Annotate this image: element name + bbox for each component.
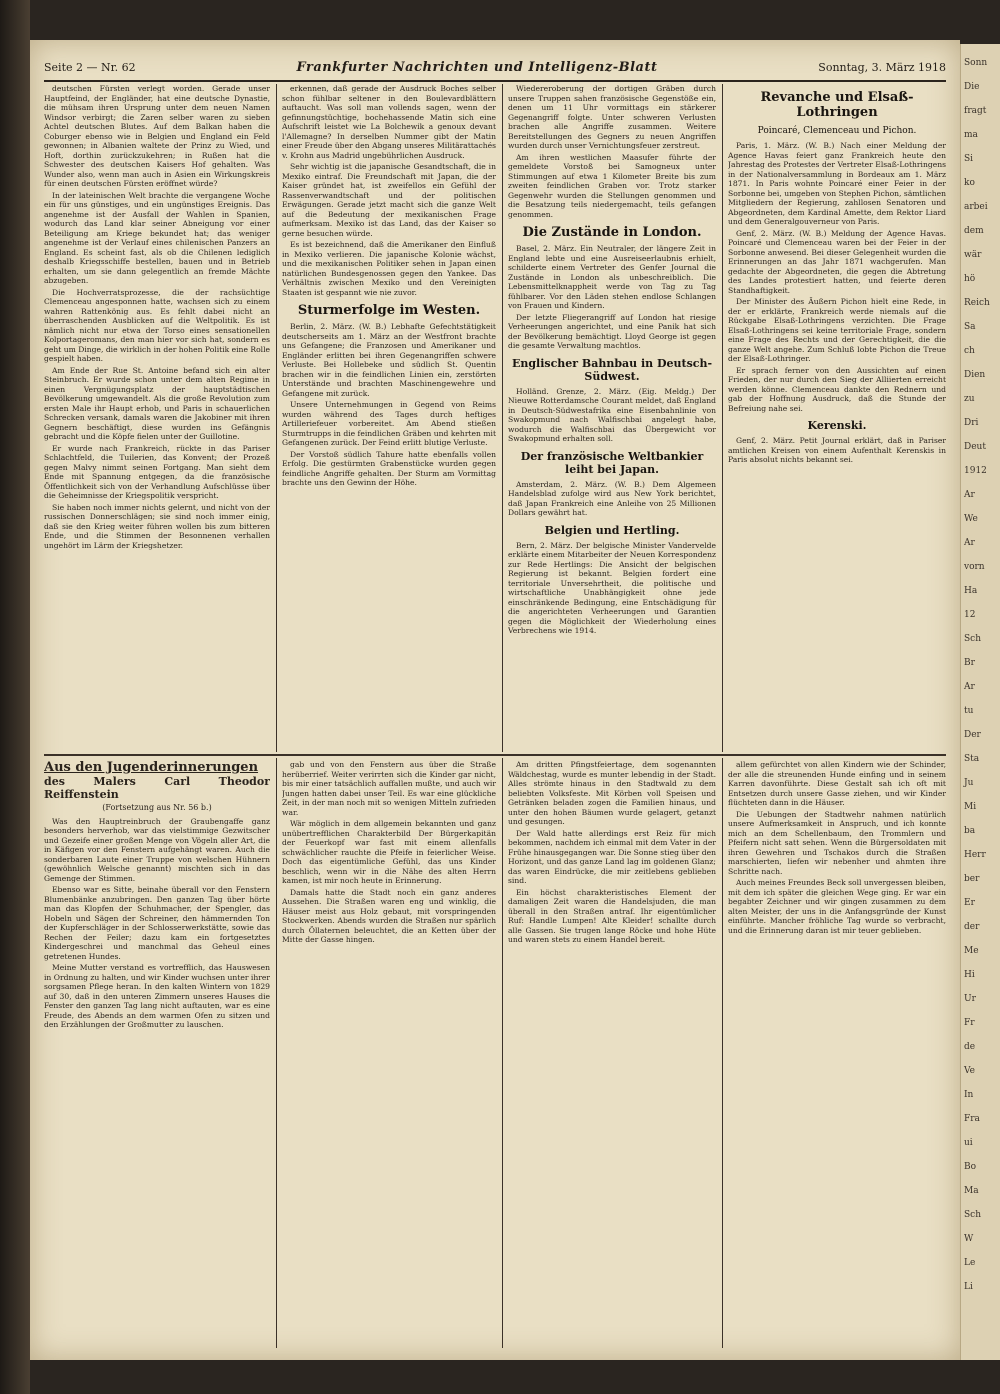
edge-fragment: W <box>964 1234 974 1244</box>
column-rule <box>722 84 723 752</box>
paragraph: Der letzte Fliegerangriff auf London hat riesige Verheerungen angerichtet, und eine Panik hat sich der Bevölkerung bemächtigt. Lloyd George ist gegen die gesamte Verwaltung machtlos. <box>508 312 716 350</box>
paragraph: erkennen, daß gerade der Ausdruck Boches selber schon fühlbar seltener in den Boulevardblättern auftaucht. Was soll man vollends sagen, wenn der gefinnungstüchtige, bochehassende Matin sich eine Aufschrift leistet wie La Bolchewik a genoux devant l'Allemagne? In derselben Nummer gibt der Matin einer Freude über den Abgang unseres Militärattachés v. Krohn aus Madrid ungebührlichen Ausdruck. <box>282 84 496 160</box>
headline-kerenski: Kerenski. <box>807 419 867 432</box>
paragraph: Amsterdam, 2. März. (W. B.) Dem Algemeen Handelsblad zufolge wird aus New York berichtet, daß Japan Frankreich eine Anleihe von 25 Millionen Dollars gewährt hat. <box>508 479 716 517</box>
column-3 <box>508 84 716 750</box>
paragraph: Basel, 2. März. Ein Neutraler, der längere Zeit in England lebte und eine Ausreiseerlaubnis erhielt, schilderte einem Vertreter des Genfer Journal die Zustände in London als unbeschreiblich. Die Lebensmittelknappheit werde von Tag zu Tag fühlbarer. Vor den Läden stehen endlose Schlangen von Frauen und Kindern. <box>508 244 716 310</box>
edge-fragment: 12 <box>964 610 976 620</box>
edge-fragment: In <box>964 1090 974 1100</box>
column-rule <box>502 84 503 752</box>
paragraph: Was den Hauptreinbruch der Graubengaffe ganz besonders herverhob, war das vielstimmige Gezwitscher und Gezeife einer großen Menge von Vögeln aller Art, die in Käfigen vor den Fenstern aufgehängt waren. Auch die sonderbaren Laute einer Truppe von welschen Hühnern (gewöhnlich Welsche genannt) mischten sich in das Gemenge der Stimmen. <box>44 816 270 883</box>
subheadline-revanche: Poincaré, Clemenceau und Pichon. <box>757 126 917 136</box>
edge-fragment: Die <box>964 82 980 92</box>
edge-fragment: wär <box>964 250 982 260</box>
edge-fragment: Si <box>964 154 974 164</box>
serial-continuation-note: (Fortsetzung aus Nr. 56 b.) <box>102 803 212 812</box>
edge-fragment: Li <box>964 1282 973 1292</box>
paragraph: Genf, 2. März. Petit Journal erklärt, daß in Pariser amtlichen Kreisen von einem Aufenthalt Kerenskis in Paris absolut nichts bekannt sei. <box>728 436 946 464</box>
edge-fragment: der <box>964 922 980 932</box>
paragraph: In der lateinischen Welt brachte die vergangene Woche ein für uns günstiges, und ein ungünstiges Ereignis. Das angenehme ist der Ausfall der Wahlen in Spanien, wodurch das Land klar seiner Abneigung vor einer Beteiligung am Kriege bekundet hat; das weniger angenehme ist der Verlauf eines chilenischen Panzers an England. Es scheint fast, als ob die Chilenen lediglich deshalb Kriegsschiffe bestellen, bauen und in Betrieb erhalten, um sie dann gelegentlich an fremde Mächte abzugeben. <box>44 190 270 285</box>
paragraph: Unsere Unternehmungen in Gegend von Reims wurden während des Tages durch heftiges Artilleriefeuer vorbereitet. Am Abend stießen Sturmtrupps in die feindlichen Gräben und kehrten mit Gefangenen zurück. Der Feind erlitt blutige Verluste. <box>282 400 496 447</box>
edge-fragment: ma <box>964 130 978 140</box>
serial-author: des Malers Carl Theodor Reiffenstein <box>44 775 270 801</box>
column-4 <box>728 84 946 750</box>
serial-column-3 <box>508 760 716 1348</box>
paragraph: Am dritten Pfingstfeiertage, dem sogenannten Wäldchestag, wurde es munter lebendig in der Stadt. Alles strömte hinaus in den Stadtwald zu dem beliebten Volksfeste. Mit Körben voll Speisen und Getränken beladen zogen die Familien hinaus, und unter den hohen Bäumen wurde gelagert, getanzt und gesungen. <box>508 760 716 826</box>
serial-column-2 <box>282 760 496 1348</box>
edge-fragment: Deut <box>964 442 986 452</box>
edge-fragment: tu <box>964 706 974 716</box>
edge-fragment: vorn <box>964 562 985 572</box>
headline-bahnbau: Englischer Bahnbau in Deutsch-Südwest. <box>511 356 713 383</box>
paragraph: Holländ. Grenze, 2. März. (Eig. Meldg.) Der Nieuwe Rotterdamsche Courant meldet, daß England in Deutsch-Südwestafrika eine Eisenbahnlinie von Swakopmund nach Walfischbai angelegt habe, wodurch die Walfischbai das Übergewicht vor Swakopmund erhalten soll. <box>508 386 716 443</box>
edge-fragment: Sch <box>964 1210 982 1220</box>
edge-fragment: Ur <box>964 994 976 1004</box>
serial-column-4 <box>728 760 946 1348</box>
paragraph: Ebenso war es Sitte, beinahe überall vor den Fenstern Blumenbänke anzubringen. Den ganzen Tag über hörte man das Klopfen der Schuhmacher, der Spengler, das Hobeln und Sägen der Schreiner, den hämmernden Ton der Kupferschläger in der Schlosserwerkstätte, sowie das Rechen der Feiler; dazu kam ein fortgesetztes Kindergeschrei und manchmal das Geheul eines getretenen Hundes. <box>44 885 270 961</box>
edge-fragment: Sch <box>964 634 982 644</box>
edge-fragment: fragt <box>964 106 987 116</box>
edge-fragment: Ve <box>964 1066 975 1076</box>
column-2 <box>282 84 496 750</box>
edge-fragment: Sonn <box>964 58 988 68</box>
paragraph: Er wurde nach Frankreich, rückte in das Pariser Schlachtfeld, die Tuilerien, das Konvent; der Prozeß gegen Malvy nimmt seinen Fortgang. Man sieht dem Ende mit Spannung entgegen, da die französische Öffentlichkeit sich von der Verhandlung Aufschlüsse über die Geheimnisse der Kriegspolitik verspricht. <box>44 443 270 500</box>
edge-fragment: Me <box>964 946 979 956</box>
edge-fragment: Hi <box>964 970 975 980</box>
edge-fragment: arbei <box>964 202 988 212</box>
paragraph: Sehr wichtig ist die japanische Gesandtschaft, die in Mexiko eintraf. Die Freundschaft mit Japan, die der Kaiser gründet hat, ist zweifellos ein Gefühl der Rassenverwandtschaft und der politischen Erwägungen. Gerade jetzt macht sich die ganze Welt auf die Bedeutung der mexikanischen Frage aufmerksam. Mexiko ist das Land, das der Kaiser so gerne besuchen würde. <box>282 162 496 238</box>
column-rule <box>502 758 503 1348</box>
edge-fragment: Le <box>964 1258 976 1268</box>
paragraph: Bern, 2. März. Der belgische Minister Vandervelde erklärte einem Mitarbeiter der Neuen Korrespondenz zur Rede Hertlings: Die Ansicht der belgischen Regierung ist bekannt. Belgien fordert eine territoriale Unversehrtheit, die politische und wirtschaftliche Unabhängigkeit ohne jede einschränkende Bedingung, eine Entschädigung für die angerichteten Verheerungen und Garantien gegen die Möglichkeit der Wiederholung eines Verbrechens wie 1914. <box>508 540 716 635</box>
edge-fragment: Ar <box>964 682 975 692</box>
paragraph: Wiedereroberung der dortigen Gräben durch unsere Truppen sahen französische Gegenstöße ein, denen um 11 Uhr vormittags ein stärkerer Gegenangriff folgte. Unter schweren Verlusten brachen alle Angriffe zusammen. Weitere Bereitstellungen des Gegners zu neuen Angriffen wurden durch unser Vernichtungsfeuer zerstreut. <box>508 84 716 150</box>
edge-fragment: ko <box>964 178 975 188</box>
newspaper-page <box>30 40 960 1360</box>
paragraph: Am ihren westlichen Maasufer führte der gemeldete Vorstoß bei Samogneux unter Stimmungen auf etwa 1 Kilometer Breite bis zum zweiten feindlichen Graben vor. Trotz starker Gegenwehr wurden die Stellungen genommen und die Besatzung teils niedergemacht, teils gefangen genommen. <box>508 152 716 219</box>
column-rule <box>276 84 277 752</box>
paragraph: Paris, 1. März. (W. B.) Nach einer Meldung der Agence Havas feiert ganz Frankreich heute den Jahrestag des Protestes der Vertreter Elsaß-Lothringens in der Nationalversammlung in Bordeaux am 1. März 1871. In Paris wohnte Poincaré einer Feier in der Sorbonne bei, umgeben von Stephen Pichon, sämtlichen Mitgliedern der Regierung, zahllosen Senatoren und Abgeordneten, dem Kardinal Amette, dem Rektor Liard und dem Generalgouverneur von Paris. <box>728 141 946 226</box>
edge-fragment: Ar <box>964 490 975 500</box>
page-header <box>44 54 946 82</box>
edge-fragment: Ha <box>964 586 978 596</box>
headline-london: Die Zustände in London. <box>522 225 702 240</box>
paragraph: gab und von den Fenstern aus über die Straße herüberrief. Weiter verirrten sich die Kinder gar nicht, bis mir einer tatsächlich auffallen mußte, und auch wir Jungen hatten dabei unser Teil. Es war eine glückliche Zeit, in der man noch mit so wenigen Mitteln zufrieden war. <box>282 760 496 817</box>
paragraph: Der Vorstoß südlich Tahure hatte ebenfalls vollen Erfolg. Die gestürmten Grabenstücke wurden gegen feindliche Angriffe gehalten. Der Sturm am Vormittag brachte uns den Gewinn der Höhe. <box>282 449 496 487</box>
paragraph: deutschen Fürsten verlegt worden. Gerade unser Hauptfeind, der Engländer, hat eine deutsche Dynastie, die mühsam ihren Ursprung unter dem neuen Namen Windsor verbirgt; die Zaren selber waren zu sieben Achtel deutschen Blutes. Auf dem Balkan haben die Coburger ebenso wie in Belgien und England ein Feld gewonnen; in Albanien waltete der Prinz zu Wied, und Hoft, dorthin zurückzukehren; in Rußen hat die Schwester des deutschen Kaisers Hof gehalten. Was Wunder also, wenn man auch in Asien ein Wirkungskreis für einen deutschen Fürsten eröffnet würde? <box>44 84 270 188</box>
edge-fragment: Er <box>964 898 975 908</box>
paragraph: Meine Mutter verstand es vortrefflich, das Hauswesen in Ordnung zu halten, und wir Kinder wuchsen unter ihrer sorgsamen Pflege heran. In den kalten Wintern von 1829 auf 30, daß in den unteren Zimmern unseres Hauses die Fenster den ganzen Tag lang nicht auftauten, war es eine Freude, des Abends an dem warmen Ofen zu sitzen und den Erzählungen der Großmutter zu lauschen. <box>44 963 270 1029</box>
edge-fragment: Br <box>964 658 975 668</box>
edge-fragment: 1912 <box>964 466 987 476</box>
edge-fragment: Ar <box>964 538 975 548</box>
edge-fragment: ber <box>964 874 980 884</box>
edge-fragment: Fr <box>964 1018 975 1028</box>
edge-fragment: dem <box>964 226 984 236</box>
binding-shadow <box>0 0 30 1394</box>
paragraph: Ein höchst charakteristisches Element der damaligen Zeit waren die Handelsjuden, die man überall in den Straßen antraf. Ihr eigentümlicher Ruf: Handle Lumpen! Alte Kleider! schallte durch alle Gassen. Sie trugen lange Röcke und hohe Hüte und waren stets zu einem Handel bereit. <box>508 887 716 944</box>
issue-date: Sonntag, 3. März 1918 <box>818 60 946 74</box>
paragraph: Berlin, 2. März. (W. B.) Lebhafte Gefechtstätigkeit deutscherseits am 1. März an der Westfront brachte uns Gefangene; die Franzosen und Amerikaner und Engländer erlitten bei ihren Gegenangriffen schwere Verluste. Bei Hollebeke und südlich St. Quentin brachen wir in die feindlichen Linien ein, zerstörten Unterstände und brachten Maschinengewehre und Gefangene mit zurück. <box>282 322 496 398</box>
column-1 <box>44 84 270 750</box>
edge-fragment: Sta <box>964 754 980 764</box>
edge-fragment: Reich <box>964 298 990 308</box>
edge-fragment: Dien <box>964 370 986 380</box>
edge-fragment: hö <box>964 274 976 284</box>
edge-fragment: Dri <box>964 418 979 428</box>
paragraph: Am Ende der Rue St. Antoine befand sich ein alter Steinbruch. Er wurde schon unter dem alten Regime in einen Vergnügungsplatz der hauptstädtischen Bevölkerung umgewandelt. Als die große Revolution zum ersten Male ihr Haupt erhob, und Paris in schauerlichen Schrecken versank, damals waren die Jakobiner mit ihren Gegnern beschäftigt, diese wurden ins Gefängnis gebracht und die Köpfe fielen unter der Guillotine. <box>44 365 270 441</box>
serial-column-1 <box>44 760 270 1348</box>
adjacent-page-edge <box>960 44 1000 1360</box>
edge-fragment: Bo <box>964 1162 977 1172</box>
paragraph: Damals hatte die Stadt noch ein ganz anderes Aussehen. Die Straßen waren eng und winklig, die Häuser meist aus Holz gebaut, mit vorspringenden Stockwerken. Abends wurden die Straßen nur spärlich durch Öllaternen beleuchtet, die an Ketten über der Mitte der Gasse hingen. <box>282 887 496 944</box>
edge-fragment: de <box>964 1042 976 1052</box>
edge-fragment: Ju <box>964 778 974 788</box>
edge-fragment: Sa <box>964 322 976 332</box>
paragraph: Die Uebungen der Stadtwehr nahmen natürlich unsere Aufmerksamkeit in Anspruch, und ich konnte mich an dem Schellenbaum, den Trommlern und Pfeifern nicht satt sehen. Wenn die Bürgersoldaten mit ihren Gewehren und Tschakos durch die Straßen marschierten, liefen wir nebenher und ahmten ihre Schritte nach. <box>728 809 946 876</box>
edge-fragment: Ma <box>964 1186 979 1196</box>
paragraph: allem gefürchtet von allen Kindern wie der Schinder, der alle die streunenden Hunde einfing und in seinem Karren davonführte. Diese Gestalt sah ich oft mit Entsetzen durch unsere Gasse ziehen, und wir Kinder flüchteten dann in die Häuser. <box>728 760 946 807</box>
headline-weltbankier: Der französische Weltbankier leiht bei Japan. <box>520 449 704 476</box>
section-divider <box>44 754 946 756</box>
serial-title: Aus den Jugenderinnerungen <box>44 760 259 775</box>
headline-sturmerfolge: Sturmerfolge im Westen. <box>297 303 481 318</box>
headline-revanche: Revanche und Elsaß-Lothringen <box>760 90 914 120</box>
paragraph: Wär möglich in dem allgemein bekannten und ganz unübertrefflichen Charakterbild Der Bürgerkapitän der Feuerkopf war fast mit einem allenfalls schwächlicher rauchte die Pfeife in feierlicher Weise. Doch das eigentümliche Gefühl, das uns Kinder beschlich, wenn wir in die Nähe des alten Herrn kamen, ist mir noch heute in Erinnerung. <box>282 819 496 885</box>
masthead: Frankfurter Nachrichten und Intelligenz-Blatt <box>296 59 658 75</box>
paragraph: Es ist bezeichnend, daß die Amerikaner den Einfluß in Mexiko verlieren. Die japanische Kolonie wächst, und die mexikanischen Politiker sehen in Japan einen natürlichen Bundesgenossen gegen den Yankee. Das Verhältnis zwischen Mexiko und den Vereinigten Staaten ist gespannt wie nie zuvor. <box>282 240 496 297</box>
paragraph: Der Wald hatte allerdings erst Reiz für mich bekommen, nachdem ich einmal mit dem Vater in der Frühe hinausgegangen war. Die Sonne stieg über den Horizont, und das ganze Land lag im goldenen Glanz; das waren Eindrücke, die mir zeitlebens geblieben sind. <box>508 828 716 885</box>
edge-fragment: Fra <box>964 1114 980 1124</box>
edge-fragment: zu <box>964 394 975 404</box>
column-rule <box>276 758 277 1348</box>
edge-fragment: ch <box>964 346 975 356</box>
edge-fragment: ba <box>964 826 976 836</box>
edge-fragment: ui <box>964 1138 973 1148</box>
paragraph: Sie haben noch immer nichts gelernt, und nicht von der russischen Donnerschlägen; sie sind noch immer einig, daß sie den Krieg weiter führen wollen bis zum bitteren Ende, und die Stimmen der Besonnenen verhallen ungehört im Lärm der Kriegshetzer. <box>44 502 270 550</box>
page-label: Seite 2 — Nr. 62 <box>44 60 136 74</box>
paragraph: Der Minister des Äußern Pichon hielt eine Rede, in der er erklärte, Frankreich werde niemals auf die Rückgabe Elsaß-Lothringens verzichten. Die Frage Elsaß-Lothringens sei keine territoriale Frage, sondern eine Frage des Rechts und der Gerechtigkeit, die die ganze Welt angehe. Zum Schluß lobte Pichon die Treue der Elsaß-Lothringer. <box>728 297 946 363</box>
column-rule <box>722 758 723 1348</box>
edge-fragment: Mi <box>964 802 977 812</box>
paragraph: Genf, 2. März. (W. B.) Meldung der Agence Havas. Poincaré und Clemenceau waren bei der Feier in der Sorbonne anwesend. Bei dieser Gelegenheit wurden die Erinnerungen an das Jahr 1871 wachgerufen. Man gedachte der Abgeordneten, die gegen die Abtretung des Landes protestiert hatten, und feierte deren Standhaftigkeit. <box>728 228 946 295</box>
paragraph: Auch meines Freundes Beck soll unvergessen bleiben, mit dem ich später die gleichen Wege ging. Er war ein begabter Zeichner und wir gingen zusammen zu dem alten Meister, der uns in die Anfangsgründe der Kunst einführte. Mancher fröhliche Tag wurde so verbracht, und die Erinnerung daran ist mir teuer geblieben. <box>728 878 946 935</box>
headline-belgien: Belgien und Hertling. <box>544 523 680 537</box>
edge-fragment: Der <box>964 730 981 740</box>
edge-fragment: We <box>964 514 978 524</box>
paragraph: Die Hochverratsprozesse, die der rachsüchtige Clemenceau angesponnen hatte, wachsen sich zu einem wahren Rattenkönig aus. Es fehlt dabei nicht an überraschenden Ausblicken auf die Weltpolitik. Es ist nämlich nicht nur etwa der Torso eines sensationellen Kolportageromans, den man hier vor sich hat, sondern es geht um Dinge, die wirklich in der hohen Politik eine Rolle gespielt haben. <box>44 287 270 363</box>
edge-fragment: Herr <box>964 850 986 860</box>
paragraph: Er sprach ferner von den Aussichten auf einen Frieden, der nur durch den Sieg der Alliierten erreicht werden könne. Clemenceau dankte den Rednern und gab der Hoffnung Ausdruck, daß die Stunde der Befreiung nahe sei. <box>728 365 946 413</box>
